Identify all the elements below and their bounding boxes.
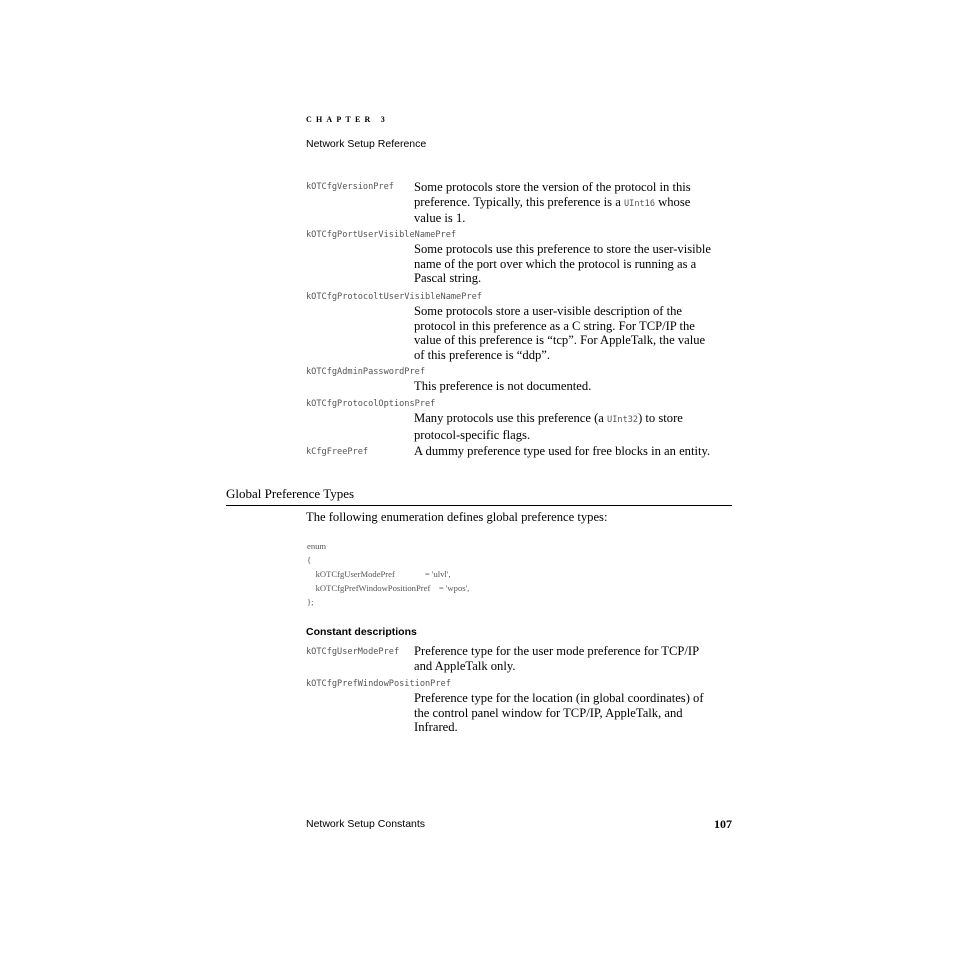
term-free-pref: kCfgFreePref bbox=[306, 447, 369, 457]
term-protocol-options: kOTCfgProtocolOptionsPref bbox=[306, 399, 436, 409]
section-rule bbox=[226, 505, 732, 506]
desc-port-visible-name: Some protocols use this preference to store the user-visible name of the port over which the protocol is running as a Pascal string. bbox=[414, 242, 712, 285]
code-line: kOTCfgUserModePref = 'ulvl', bbox=[307, 569, 451, 579]
term-port-visible-name: kOTCfgPortUserVisibleNamePref bbox=[306, 230, 457, 240]
term-user-mode-pref: kOTCfgUserModePref bbox=[306, 647, 400, 657]
footer-section-name: Network Setup Constants bbox=[306, 818, 426, 830]
page-number: 107 bbox=[714, 817, 732, 831]
desc-admin-password: This preference is not documented. bbox=[414, 379, 592, 393]
inline-code-uint32: UInt32 bbox=[607, 415, 639, 425]
term-protocol-visible-name: kOTCfgProtocoltUserVisibleNamePref bbox=[306, 292, 482, 302]
code-line: kOTCfgPrefWindowPositionPref = 'wpos', bbox=[307, 583, 470, 593]
code-line: enum bbox=[307, 541, 327, 551]
desc-window-position-pref: Preference type for the location (in global coordinates) of the control panel window for TCP/IP, AppleTalk, and Infrared. bbox=[414, 691, 704, 734]
section-intro: The following enumeration defines global preference types: bbox=[306, 510, 608, 524]
chapter-label: CHAPTER 3 bbox=[306, 115, 389, 124]
desc-protocol-options: Many protocols use this preference (a UInt32) to store protocol-specific flags. bbox=[414, 411, 683, 442]
desc-user-mode-pref: Preference type for the user mode preference for TCP/IP and AppleTalk only. bbox=[414, 644, 700, 673]
desc-free-pref: A dummy preference type used for free blocks in an entity. bbox=[414, 444, 711, 458]
desc-version-pref: Some protocols store the version of the protocol in this preference. Typically, this preference is a UInt16 whose value is 1. bbox=[414, 180, 691, 225]
desc-protocol-visible-name: Some protocols store a user-visible description of the protocol in this preference as a C string. For TCP/IP the value of this preference is “tcp”. For AppleTalk, the value of this preference is “ddp”. bbox=[414, 304, 706, 362]
inline-code-uint16: UInt16 bbox=[623, 198, 656, 209]
term-version-pref: kOTCfgVersionPref bbox=[306, 182, 394, 192]
term-window-position-pref: kOTCfgPrefWindowPositionPref bbox=[306, 679, 451, 689]
code-line: { bbox=[307, 555, 312, 565]
running-title: Network Setup Reference bbox=[306, 138, 427, 150]
section-title: Global Preference Types bbox=[226, 486, 355, 501]
code-line: }; bbox=[307, 597, 314, 607]
constant-descriptions-heading: Constant descriptions bbox=[306, 626, 417, 638]
term-admin-password: kOTCfgAdminPasswordPref bbox=[306, 367, 425, 377]
